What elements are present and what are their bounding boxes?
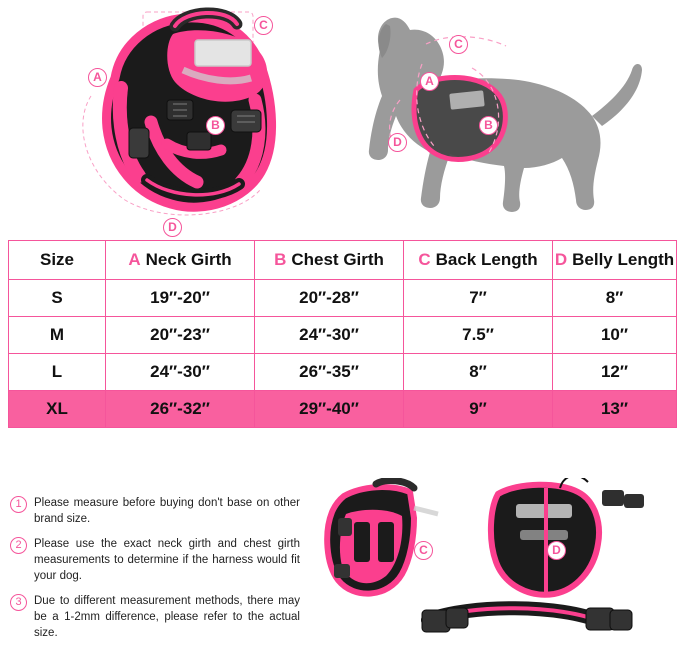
cell-back: 9″ [404,391,553,428]
cell-size: XL [9,391,106,428]
note-number: 2 [10,537,27,554]
cell-belly: 12″ [553,354,677,391]
note-item [10,593,300,641]
cell-belly: 13″ [553,391,677,428]
cell-neck: 20″-23″ [106,317,255,354]
illustration-area [0,0,679,232]
cell-back: 7.5″ [404,317,553,354]
dog-silhouette-illustration [330,4,650,226]
cell-chest: 29″-40″ [255,391,404,428]
marker-d-harness: D [163,218,182,237]
header-back-label: Back Length [435,250,538,269]
note-number: 3 [10,594,27,611]
cell-back: 8″ [404,354,553,391]
cell-neck: 26″-32″ [106,391,255,428]
cell-belly: 10″ [553,317,677,354]
header-size-label: Size [39,250,75,269]
header-letter-b: B [274,250,287,269]
table-header-row [9,241,677,280]
table-row-highlighted [9,391,677,428]
header-neck-girth [106,241,255,280]
table-row [9,354,677,391]
note-item [10,536,300,584]
header-belly-length [553,241,677,280]
cell-chest: 26″-35″ [255,354,404,391]
marker-a-dog: A [420,72,439,91]
table-row [9,280,677,317]
marker-c-detail: C [414,541,433,560]
header-letter-c: C [418,250,431,269]
note-number: 1 [10,496,27,513]
marker-a-harness: A [88,68,107,87]
cell-size: L [9,354,106,391]
note-text: Please measure before buying don't base on other brand size. [34,497,300,525]
marker-c-harness: C [254,16,273,35]
marker-c-dog: C [449,35,468,54]
harness-front-illustration [55,4,310,226]
cell-size: M [9,317,106,354]
table-row [9,317,677,354]
header-chest-label: Chest Girth [291,250,384,269]
cell-neck: 19″-20″ [106,280,255,317]
note-item [10,495,300,527]
cell-belly: 8″ [553,280,677,317]
marker-d-detail: D [547,541,566,560]
notes-list [10,495,300,650]
header-belly-label: Belly Length [572,250,675,269]
header-size [9,241,106,280]
note-text: Due to different measurement methods, there may be a 1-2mm difference, please refer to the actual size. [34,595,300,639]
marker-b-dog: B [479,116,498,135]
size-chart-table [8,240,677,428]
cell-chest: 20″-28″ [255,280,404,317]
cell-neck: 24″-30″ [106,354,255,391]
header-back-length [404,241,553,280]
header-neck-label: Neck Girth [145,250,232,269]
marker-b-harness: B [206,116,225,135]
marker-d-dog: D [388,133,407,152]
note-text: Please use the exact neck girth and chest girth measurements to determine if the harness would fit your dog. [34,538,300,582]
header-letter-d: D [554,250,568,269]
cell-size: S [9,280,106,317]
harness-detail-illustration [310,478,670,646]
header-letter-a: A [128,250,141,269]
header-chest-girth [255,241,404,280]
cell-back: 7″ [404,280,553,317]
cell-chest: 24″-30″ [255,317,404,354]
